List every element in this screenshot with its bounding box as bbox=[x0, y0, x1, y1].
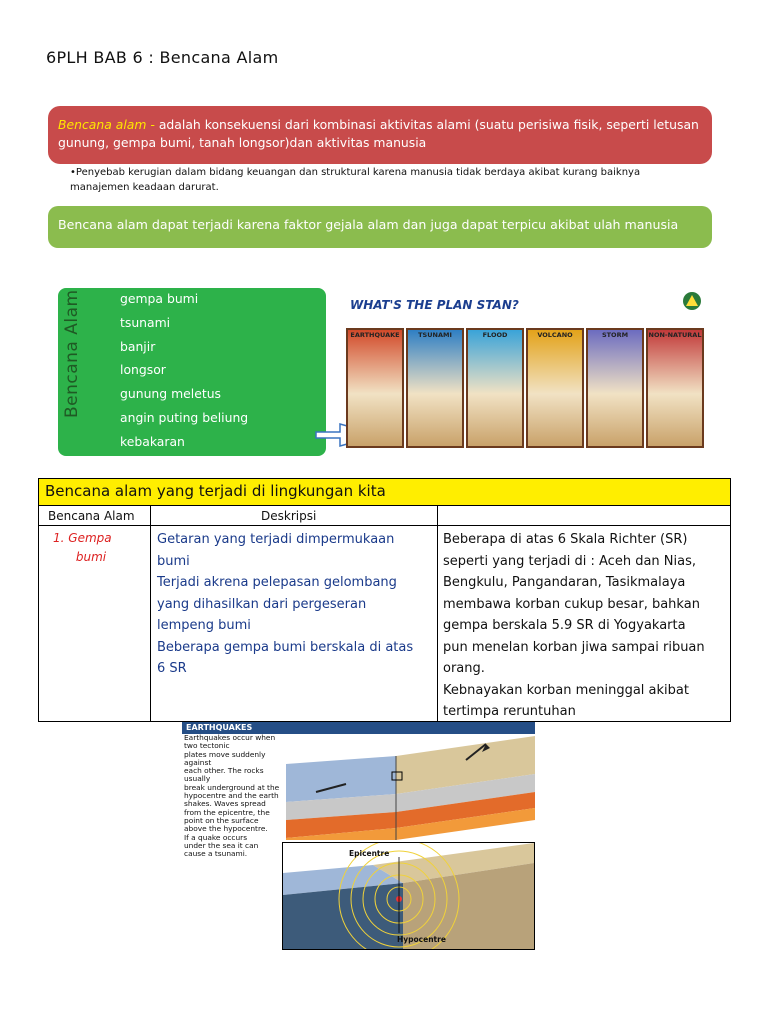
description-line: Beberapa gempa bumi berskala di atas bbox=[157, 639, 414, 655]
col-header-description: Deskripsi bbox=[261, 509, 317, 523]
logo-icon bbox=[682, 291, 702, 311]
definition-term: Bencana alam bbox=[58, 117, 147, 132]
info-line: tertimpa reruntuhan bbox=[443, 704, 576, 719]
info-line: Kebnayakan korban meninggal akibat bbox=[443, 682, 689, 698]
earthquake-caption bbox=[184, 734, 288, 858]
epicentre-label: Epicentre bbox=[349, 849, 390, 858]
col-header-name: Bencana Alam bbox=[48, 509, 135, 523]
hazard-panel-vertical-label: Bencana Alam bbox=[62, 289, 82, 418]
earthquake-diagram-detail bbox=[282, 842, 535, 950]
hazard-item: tsunami bbox=[120, 314, 171, 330]
epicentre-hypocentre-illustration bbox=[283, 843, 534, 949]
caption-line: point on the surface bbox=[184, 815, 259, 825]
table-cell-info bbox=[443, 529, 729, 723]
info-line: membawa korban cukup besar, bahkan bbox=[443, 596, 700, 612]
earthquake-heading: EARTHQUAKES bbox=[182, 722, 535, 734]
caption-line: shakes. Waves spread bbox=[184, 799, 266, 809]
info-line: gempa berskala 5.9 SR di Yogyakarta bbox=[443, 618, 686, 633]
info-line: pun menelan korban jiwa sampai ribuan bbox=[443, 639, 705, 655]
column-divider bbox=[150, 506, 151, 722]
hazard-item: kebakaran bbox=[120, 433, 185, 449]
illustration-panel-label: NON-NATURAL bbox=[648, 331, 702, 339]
illustration-title: WHAT'S THE PLAN STAN? bbox=[350, 298, 519, 312]
description-line: bumi bbox=[157, 553, 190, 569]
caption-line: above the hypocentre. bbox=[184, 824, 268, 834]
cause-bar: Bencana alam dapat terjadi karena faktor gejala alam dan juga dapat terpicu akibat ulah manusia bbox=[48, 206, 712, 248]
table-cell-disaster bbox=[53, 529, 112, 567]
illustration-panel-label: STORM bbox=[601, 331, 629, 339]
hazard-item: gempa bumi bbox=[120, 291, 199, 306]
column-divider bbox=[437, 506, 438, 722]
caption-line: under the sea it can bbox=[184, 840, 259, 850]
illustration-panel-earthquake bbox=[346, 328, 404, 448]
hazard-item: gunung meletus bbox=[120, 386, 222, 402]
description-line: yang dihasilkan dari pergeseran bbox=[157, 596, 367, 612]
description-line: Getaran yang terjadi dimpermukaan bbox=[157, 532, 395, 547]
hypocentre-label: Hypocentre bbox=[397, 935, 446, 944]
earthquake-diagram-top bbox=[182, 722, 535, 859]
caption-line: cause a tsunami. bbox=[184, 849, 248, 859]
description-line: 6 SR bbox=[157, 661, 187, 676]
caption-line: If a quake occurs bbox=[184, 832, 248, 842]
illustration-panel-label: FLOOD bbox=[482, 331, 508, 339]
illustration-panel-non-natural bbox=[646, 328, 704, 448]
caption-line: Earthquakes occur when two tectonic bbox=[184, 733, 276, 751]
illustration-panel-label: VOLCANO bbox=[537, 331, 573, 339]
table-header-row bbox=[39, 506, 730, 526]
illustration-panel-label: TSUNAMI bbox=[418, 331, 452, 339]
hazard-list bbox=[120, 290, 248, 457]
info-line: orang. bbox=[443, 661, 485, 676]
info-line: Bengkulu, Pangandaran, Tasikmalaya bbox=[443, 575, 686, 590]
hazard-item: longsor bbox=[120, 362, 166, 378]
cause-note: •Penyebab kerugian dalam bidang keuangan dan struktural karena manusia tidak berdaya akibat kurang baiknya manajemen keadaan darurat. bbox=[70, 167, 641, 193]
description-line: lempeng bumi bbox=[157, 618, 251, 633]
caption-line: plates move suddenly against bbox=[184, 749, 266, 767]
plate-boundary-illustration bbox=[286, 734, 535, 840]
info-line: Beberapa di atas 6 Skala Richter (SR) bbox=[443, 532, 688, 547]
illustration-panel-storm bbox=[586, 328, 644, 448]
info-line: seperti yang terjadi di : Aceh dan Nias, bbox=[443, 553, 696, 569]
caption-line: break underground at the bbox=[184, 782, 280, 792]
disaster-name-line: bumi bbox=[53, 550, 107, 564]
page-title: 6PLH BAB 6 : Bencana Alam bbox=[46, 48, 279, 67]
illustration-panel-tsunami bbox=[406, 328, 464, 448]
definition-dash: - bbox=[146, 117, 159, 132]
table-heading: Bencana alam yang terjadi di lingkungan kita bbox=[39, 479, 730, 506]
description-line: Terjadi akrena pelepasan gelombang bbox=[157, 575, 397, 590]
hazard-item: angin puting beliung bbox=[120, 409, 249, 425]
illustration-panel-volcano bbox=[526, 328, 584, 448]
table-cell-description bbox=[157, 529, 437, 680]
disaster-name-line: 1. Gempa bbox=[53, 531, 112, 545]
caption-line: each other. The rocks usually bbox=[184, 766, 264, 784]
illustration-panel-label: EARTHQUAKE bbox=[350, 331, 400, 339]
caption-line: hypocentre and the earth bbox=[184, 791, 279, 801]
caption-line: from the epicentre, the bbox=[184, 807, 270, 817]
definition-text: adalah konsekuensi dari kombinasi aktivitas alami (suatu perisiwa fisik, seperti letusan gunung, gempa bumi, tanah longsor)dan aktivitas manusia bbox=[58, 117, 699, 150]
hazard-item: banjir bbox=[120, 338, 156, 354]
illustration-panel-flood bbox=[466, 328, 524, 448]
definition-box bbox=[48, 106, 712, 164]
disaster-table bbox=[38, 478, 731, 722]
